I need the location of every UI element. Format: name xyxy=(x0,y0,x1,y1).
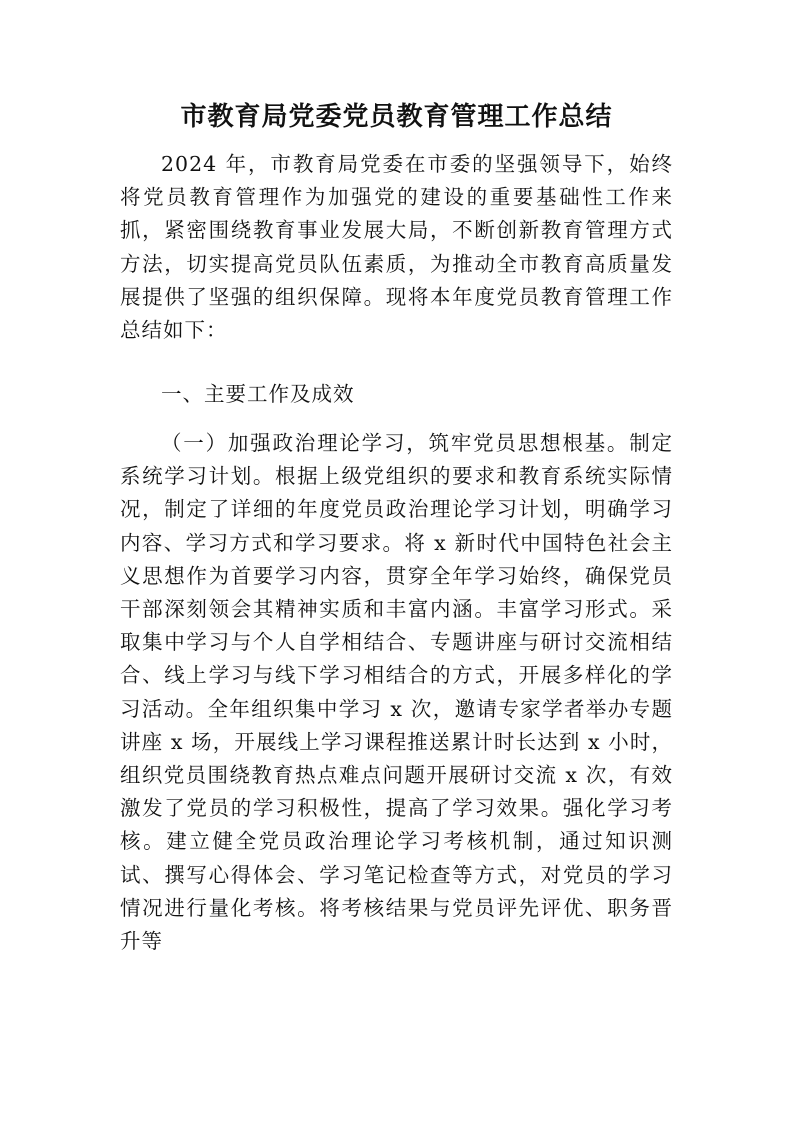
section-heading: 一、主要工作及成效 xyxy=(161,382,355,406)
intro-paragraph: 2024 年，市教育局党委在市委的坚强领导下，始终将党员教育管理作为加强党的建设的重要基础性工作来抓，紧密围绕教育事业发展大局，不断创新教育管理方式方法，切实提高党员队伍素质，为推动全市教育高质量发展提供了坚强的组织保障。现将本年度党员教育管理工作总结如下： xyxy=(120,152,673,343)
document-title: 市教育局党委党员教育管理工作总结 xyxy=(180,102,613,132)
section-paragraph: （一）加强政治理论学习，筑牢党员思想根基。制定系统学习计划。根据上级党组织的要求和教育系统实际情况，制定了详细的年度党员政治理论学习计划，明确学习内容、学习方式和学习要求。将 x 新时代中国特色社会主义思想作为首要学习内容，贯穿全年学习始终，确保党员干部深刻领会其精神实质和丰富内涵。丰富学习形式。采取集中学习与个人自学相结合、专题讲座与研讨交流相结合、线上学习与线下学习相结合的方式，开展多样化的学习活动。全年组织集中学习 x 次，邀请专家学者举办专题讲座 x 场，开展线上学习课程推送累计时长达到 x 小时，组织党员围绕教育热点难点问题开展研讨交流 x 次，有效激发了党员的学习积极性，提高了学习效果。强化学习考核。建立健全党员政治理论学习考核机制，通过知识测试、撰写心得体会、学习笔记检查等方式，对党员的学习情况进行量化考核。将考核结果与党员评先评优、职务晋升等 xyxy=(120,431,673,954)
